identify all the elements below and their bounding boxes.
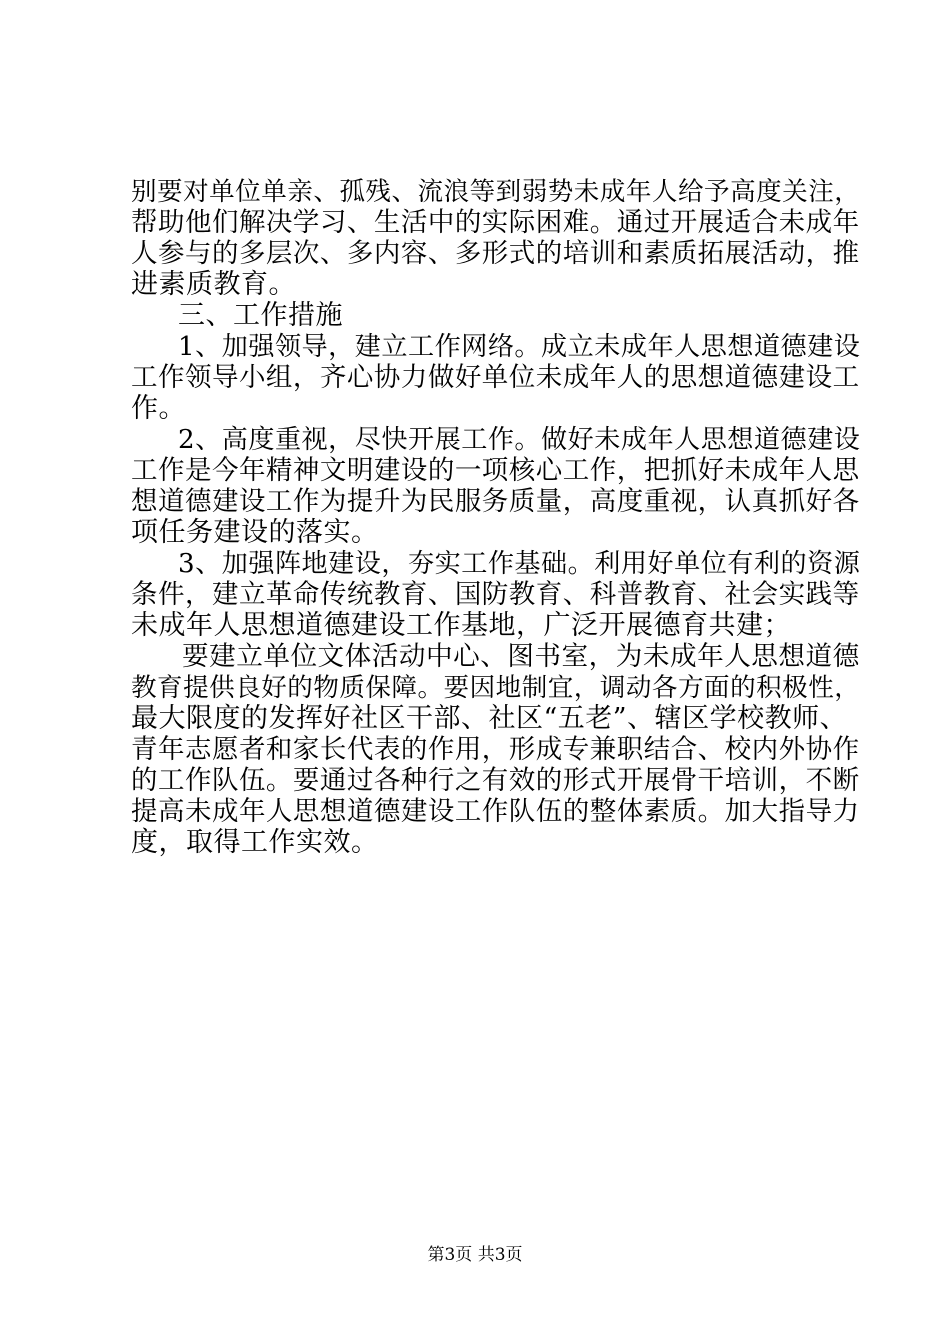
body-line: 的工作队伍。要通过各种行之有效的形式开展骨干培训，不断 (131, 765, 860, 796)
body-line: 进素质教育。 (131, 269, 296, 300)
body-line: 工作是今年精神文明建设的一项核心工作，把抓好未成年人思 (131, 455, 860, 486)
body-line: 教育提供良好的物质保障。要因地制宜，调动各方面的积极性， (131, 673, 861, 703)
body-line: 2、高度重视，尽快开展工作。做好未成年人思想道德建设 (178, 425, 861, 455)
body-line: 青年志愿者和家长代表的作用，形成专兼职结合、校内外协作 (131, 734, 860, 765)
body-line: 别要对单位单亲、孤残、流浪等到弱势未成年人给予高度关注， (131, 177, 861, 207)
body-line: 想道德建设工作为提升为民服务质量，高度重视，认真抓好各 (131, 486, 860, 517)
body-line: 3、加强阵地建设，夯实工作基础。利用好单位有利的资源 (178, 549, 861, 579)
body-line: 作。 (131, 393, 186, 424)
body-line: 未成年人思想道德建设工作基地，广泛开展德育共建； (131, 610, 791, 641)
body-line: 工作领导小组，齐心协力做好单位未成年人的思想道德建设工 (131, 362, 860, 393)
section-heading: 三、工作措施 (178, 300, 343, 331)
body-line: 条件，建立革命传统教育、国防教育、科普教育、社会实践等 (131, 579, 860, 610)
body-line: 帮助他们解决学习、生活中的实际困难。通过开展适合未成年 (131, 207, 860, 238)
body-line: 度，取得工作实效。 (131, 827, 379, 858)
body-line: 提高未成年人思想道德建设工作队伍的整体素质。加大指导力 (131, 796, 860, 827)
body-line: 1、加强领导，建立工作网络。成立未成年人思想道德建设 (178, 332, 861, 362)
body-line: 最大限度的发挥好社区干部、社区“五老”、辖区学校教师、 (131, 703, 848, 734)
body-line: 要建立单位文体活动中心、图书室，为未成年人思想道德 (182, 641, 860, 672)
page-number-footer: 第3页 共3页 (427, 1245, 523, 1265)
body-line: 项任务建设的落实。 (131, 517, 379, 548)
body-line: 人参与的多层次、多内容、多形式的培训和素质拓展活动，推 (131, 238, 860, 269)
